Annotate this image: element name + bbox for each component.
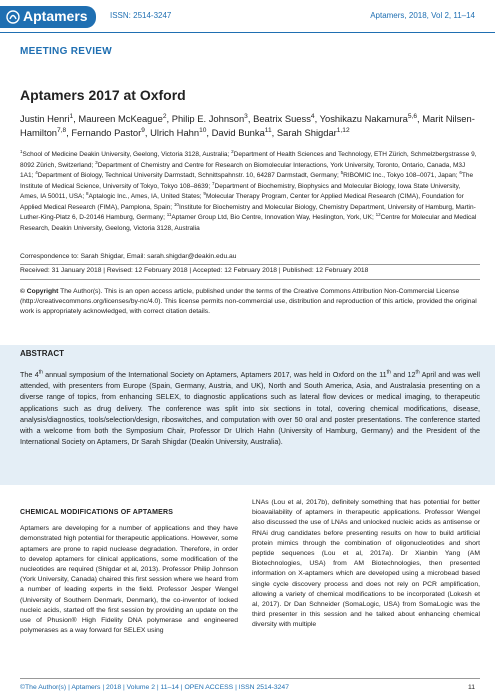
author-affiliation-marker: 11 (264, 126, 272, 134)
author-name: Justin Henri$^1$ (20, 112, 74, 124)
body-left-column (20, 508, 238, 636)
affiliation-text: Department of Chemistry and Centre for Research on Biomolecular Interactions, York University, Toronto, Ontario, Canada, M3J 1A1; (20, 161, 466, 179)
author-affiliation-marker: 1 (69, 112, 74, 120)
affiliation-marker: 5 (340, 169, 344, 175)
affiliation-text: School of Medicine Deakin University, Geelong, Victoria 3128, Australia; (22, 151, 232, 158)
author-affiliation-marker: 2 (162, 112, 167, 120)
author-name: Maureen McKeague$^2$ (78, 112, 167, 124)
affiliation-marker: 7 (211, 180, 215, 186)
affiliation-marker: 11 (166, 211, 172, 217)
author-affiliation-marker: 10 (199, 126, 207, 134)
copyright-label: © Copyright (20, 288, 59, 295)
author-name: Marit Nilsen-Hamilton$^{7,8}$ (20, 113, 475, 138)
page-header (0, 0, 495, 36)
affiliation-text: Centre for Molecular and Medical Research, Deakin University, Geelong, Victoria 3128, Australia (20, 214, 477, 232)
author-affiliation-marker: 7,8 (57, 126, 67, 134)
affiliation-text: The Institute of Medical Science, University of Tokyo, Tokyo 108–8639; (20, 172, 474, 190)
author-name: Yoshikazu Nakamura$^{5,6}$ (319, 112, 418, 124)
journal-logo-text: Aptamers (23, 8, 88, 24)
journal-logo (0, 6, 96, 28)
footer-divider (20, 678, 480, 679)
aptamer-logo-icon (6, 10, 20, 24)
header-divider (0, 32, 495, 33)
journal-reference: Aptamers, 2018, Vol 2, 11–14 (370, 11, 475, 20)
affiliation-text: Institute for Biochemistry and Molecular Biology, Chemistry Department, University of Hamburg, Martin-Luther-King-Platz 6, D-20146 Hamburg, Germany; (20, 203, 476, 221)
affiliation-text: RIBOMIC Inc., Tokyo 108–0071, Japan; (343, 172, 460, 179)
article-title: Aptamers 2017 at Oxford (20, 87, 186, 103)
affiliation-marker: 8 (86, 190, 89, 196)
correspondence: Correspondence to: Sarah Shigdar, Email: sarah.shigdar@deakin.edu.au (20, 253, 237, 260)
author-name: Sarah Shigdar$^{1,12}$ (276, 126, 350, 138)
page-number: 11 (467, 684, 475, 691)
right-column-text: LNAs (Lou et al, 2017b), definitely something that has potential for better bioavailability of aptamers in therapeutic applications. Professor Wengel also discussed the use of LNAs and unlocked nucleic acids as antisense or RNAi drug candidates before presenting results on how to build artificial protein mimics through the combination of oligonucleotides and short peptide sequences (Lou et al, 2017a). Dr Xianbin Yang (AM Biotechnologies, USA) from AM Biotechnologies, then presented information on X-aptamers which are developed using a microbead based single cycle discovery process and does not rely on PCR amplification, allowing a variety of chemical modifications to be incorporated (Lokesh et al, 2017). Dr Dan Schneider (SomaLogic, USA) from SomaLogic was the third presenter in this session and he talked about enhancing chemical diversity with multiple (252, 499, 480, 629)
author-affiliation-marker: 3 (244, 112, 248, 120)
publication-dates: Received: 31 January 2018 | Revised: 12 February 2018 | Accepted: 12 February 2018 | Published: 12 February 2018 (20, 267, 369, 274)
author-name: Ulrich Hahn$^{10}$ (150, 126, 207, 138)
section-heading: CHEMICAL MODIFICATIONS OF APTAMERS (20, 509, 174, 516)
author-name: Beatrix Suess$^4$ (253, 112, 315, 124)
footer-text: ©The Author(s) | Aptamers | 2018 | Volume 2 | 11–14 | OPEN ACCESS | ISSN 2514-3247 (20, 684, 289, 691)
affiliation-marker: 3 (95, 159, 98, 165)
author-name: Fernando Pastor$^9$ (71, 126, 145, 138)
affiliation-text: Department of Biochemistry, Biophysics and Molecular Biology, Iowa State University, Ames, IA 50011, USA; (20, 182, 461, 200)
affiliation-marker: 6 (459, 169, 462, 175)
dates-divider-bottom (20, 279, 480, 280)
affiliation-marker: 4 (35, 169, 38, 175)
affiliation-text: Department of Health Sciences and Technology, ETH Zürich, Schmelzbergstrasse 9, 8092 Zürich, Switzerland; (20, 151, 477, 169)
author-affiliation-marker: 5,6 (407, 112, 418, 120)
body-right-column (252, 498, 480, 631)
affiliation-text: Department of Biology, Technical University Darmstadt, Schnittspahnstr. 10, 64287 Darmstadt, Germany; (37, 172, 341, 179)
affiliation-text: Aptamer Group Ltd, Bio Centre, Innovation Way, Heslington, York, UK; (171, 214, 376, 221)
author-affiliation-marker: 1,12 (336, 126, 350, 134)
copyright-notice (20, 287, 480, 317)
affiliation-marker: 9 (203, 190, 206, 196)
affiliation-text: Molecular Therapy Program, Center for Applied Medical Research (CIMA), Foundation for Applied Medical Research (FIMA), Pamplona, Spain; (20, 193, 464, 211)
dates-divider-top (20, 264, 480, 265)
affiliation-text: Aptalogic Inc., Ames, IA, United States; (88, 193, 204, 200)
author-list: Justin Henri$^1$, Maureen McKeague$^2$, Philip E. Johnson$^3$, Beatrix Suess$^4$, Yoshikazu Nakamura$^{5,6}$, Marit Nilsen-Hamilton$^{7,8}$, Fernando Pastor$^9$, Ulrich Hahn$^{10}$, David Bunka$^{11}$, Sarah Shigdar$^{1,12}$ (20, 112, 475, 138)
affiliation-marker: 10 (173, 201, 179, 207)
copyright-text: The Author(s). This is an open access article, published under the terms of the Creative Commons Attribution Non-Commercial License (http://creativecommons.org/licenses/by-nc/4.0). This license permits non-commercial use, distribution and reproduction of this article, provided the original work is appropriately acknowledged, with correct citation details. (20, 288, 477, 315)
left-column-text: Aptamers are developing for a number of applications and they have demonstrated high potential for therapeutic applications. However, some aptamers are prone to rapid nuclease degradation. Therefore, in order to develop aptamers for clinical applications, some modification of the nucleotides are required (Shigdar et al, 2013). Professor Philip Johnson (York University, Canada) chaired this first session where we heard from a number of leading experts in the field. Professor Jesper Wengel (University of Southern Denmark, Denmark), the co-inventor of locked nucleic acids, started off the first session by providing an update on the use of Phusion® High Fidelity DNA polymerase and engineered polymerases as a way forward for SELEX using (20, 525, 238, 635)
abstract-heading: ABSTRACT (20, 349, 64, 358)
affiliation-marker: 1 (20, 148, 23, 154)
article-type: MEETING REVIEW (20, 46, 112, 57)
affiliation-marker: 12 (375, 211, 381, 217)
header-issn: ISSN: 2514-3247 (110, 11, 172, 20)
affiliations (20, 150, 480, 234)
author-affiliation-marker: 4 (310, 112, 315, 120)
author-name: David Bunka$^{11}$ (211, 126, 272, 138)
abstract-text: The 4th annual symposium of the International Society on Aptamers, Aptamers 2017, was held in Oxford on the 11th and 12th April and was well attended, with presenters from Europe (Spain, Germany, Austria, and UK), North and South America, Asia, and Australasia presenting on a diverse range of topics, from enhancing SELEX, to diagnostic applications such as lateral flow devices or medical imaging, to therapeutic applications such as drug delivery. The conference was split into six sections in total, covering chemical modifications, disease, analysis/diagnostics, tools/selection/design, riboswitches, and computation with over 50 oral and poster presentations. The conference started with a welcome from both the Symposium Chair, Professor Dr Ulrich Hahn (University of Hamburg, Germany) and the President of the International Society on Aptamers, Dr Sarah Shigdar (Deakin University, Australia). (20, 369, 480, 447)
affiliation-marker: 2 (231, 148, 234, 154)
author-name: Philip E. Johnson$^3$ (171, 112, 248, 124)
author-affiliation-marker: 9 (141, 126, 145, 134)
